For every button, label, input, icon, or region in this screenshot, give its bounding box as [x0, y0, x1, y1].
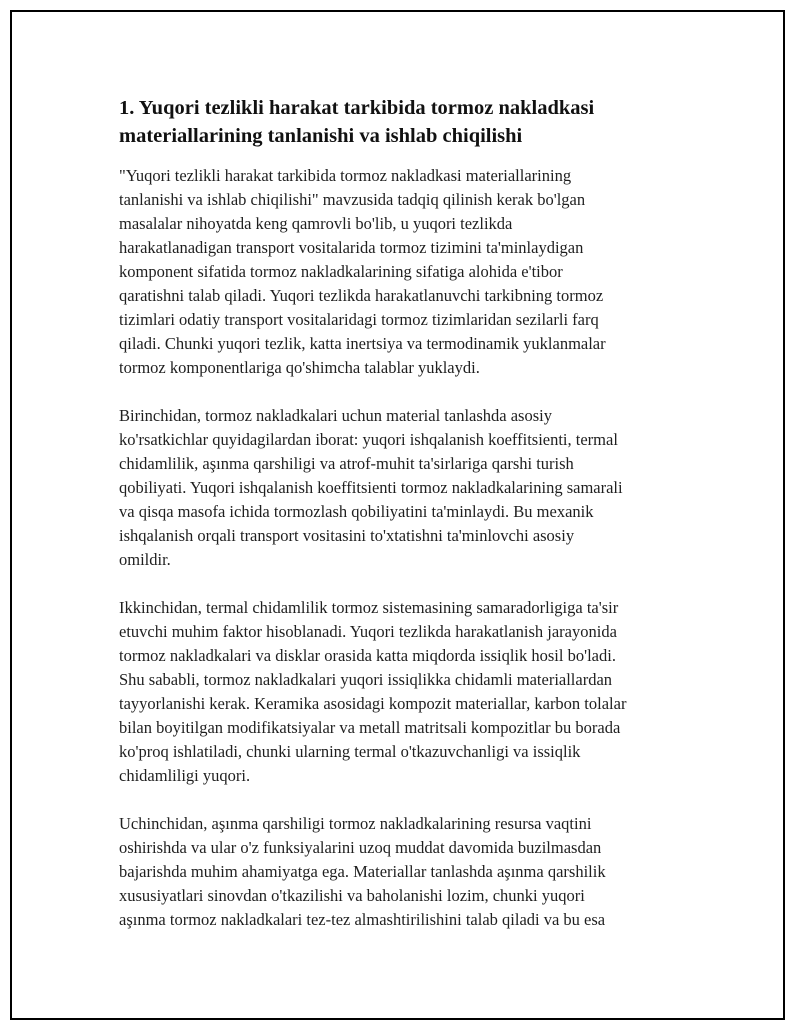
paragraph-second: Ikkinchidan, termal chidamlilik tormoz sistemasining samaradorligiga ta'sir etuvchi muhim faktor hisoblanadi. Yuqori tezlikda harakatlanish jarayonida tormoz nakladkalari va disklar orasida katta miqdorda issiqlik hosil bo'ladi. Shu sababli, tormoz nakladkalari yuqori issiqlikka chidamli materiallardan tayyorlanishi kerak. Keramika asosidagi kompozit materiallar, karbon tolalar bilan boyitilgan modifikatsiyalar va metall matritsali kompozitlar bu borada ko'proq ishlatiladi, chunki ularning termal o'tkazuvchanligi va issiqlik chidamliligi yuqori.	[119, 598, 627, 785]
section-heading: 1. Yuqori tezlikli harakat tarkibida tormoz nakladkasi materiallarining tanlanishi va ishlab chiqilishi	[119, 97, 595, 147]
paragraph-third: Uchinchidan, aşınma qarshiligi tormoz nakladkalarining resursa vaqtini oshirishda va ular o'z funksiyalarini uzoq muddat davomida buzilmasdan bajarishda muhim ahamiyatga ega. Materiallar tanlashda aşınma qarshilik xususiyatlari sinovdan o'tkazilishi va baholanishi lozim, chunki yuqori aşınma tormoz nakladkalari tez-tez almashtirilishini talab qiladi va bu esa	[119, 814, 606, 929]
paragraph-intro: "Yuqori tezlikli harakat tarkibida tormoz nakladkasi materiallarining tanlanishi va ishlab chiqilishi" mavzusida tadqiq qilinish kerak bo'lgan masalalar nihoyatda keng qamrovli bo'lib, u yuqori tezlikda harakatlanadigan transport vositalarida tormoz tizimini ta'minlaydigan komponent sifatida tormoz nakladkalarining sifatiga alohida e'tibor qaratishni talab qiladi. Yuqori tezlikda harakatlanuvchi tarkibning tormoz tizimlari odatiy transport vositalaridagi tormoz tizimlaridan sezilarli farq qiladi. Chunki yuqori tezlik, katta inertsiya va termodinamik yuklanmalar tormoz komponentlariga qo'shimcha talablar yuklaydi.	[119, 166, 606, 377]
page-frame	[10, 10, 785, 1020]
paragraph-first: Birinchidan, tormoz nakladkalari uchun material tanlashda asosiy ko'rsatkichlar quyidagilardan iborat: yuqori ishqalanish koeffitsienti, termal chidamlilik, aşınma qarshiligi va atrof-muhit ta'sirlariga qarshi turish qobiliyati. Yuqori ishqalanish koeffitsienti tormoz nakladkalarining samarali va qisqa masofa ichida tormozlash qobiliyatini ta'minlaydi. Bu mexanik ishqalanish orqali transport vositasini to'xtatishni ta'minlovchi asosiy omildir.	[119, 406, 623, 569]
document-body	[119, 94, 709, 956]
